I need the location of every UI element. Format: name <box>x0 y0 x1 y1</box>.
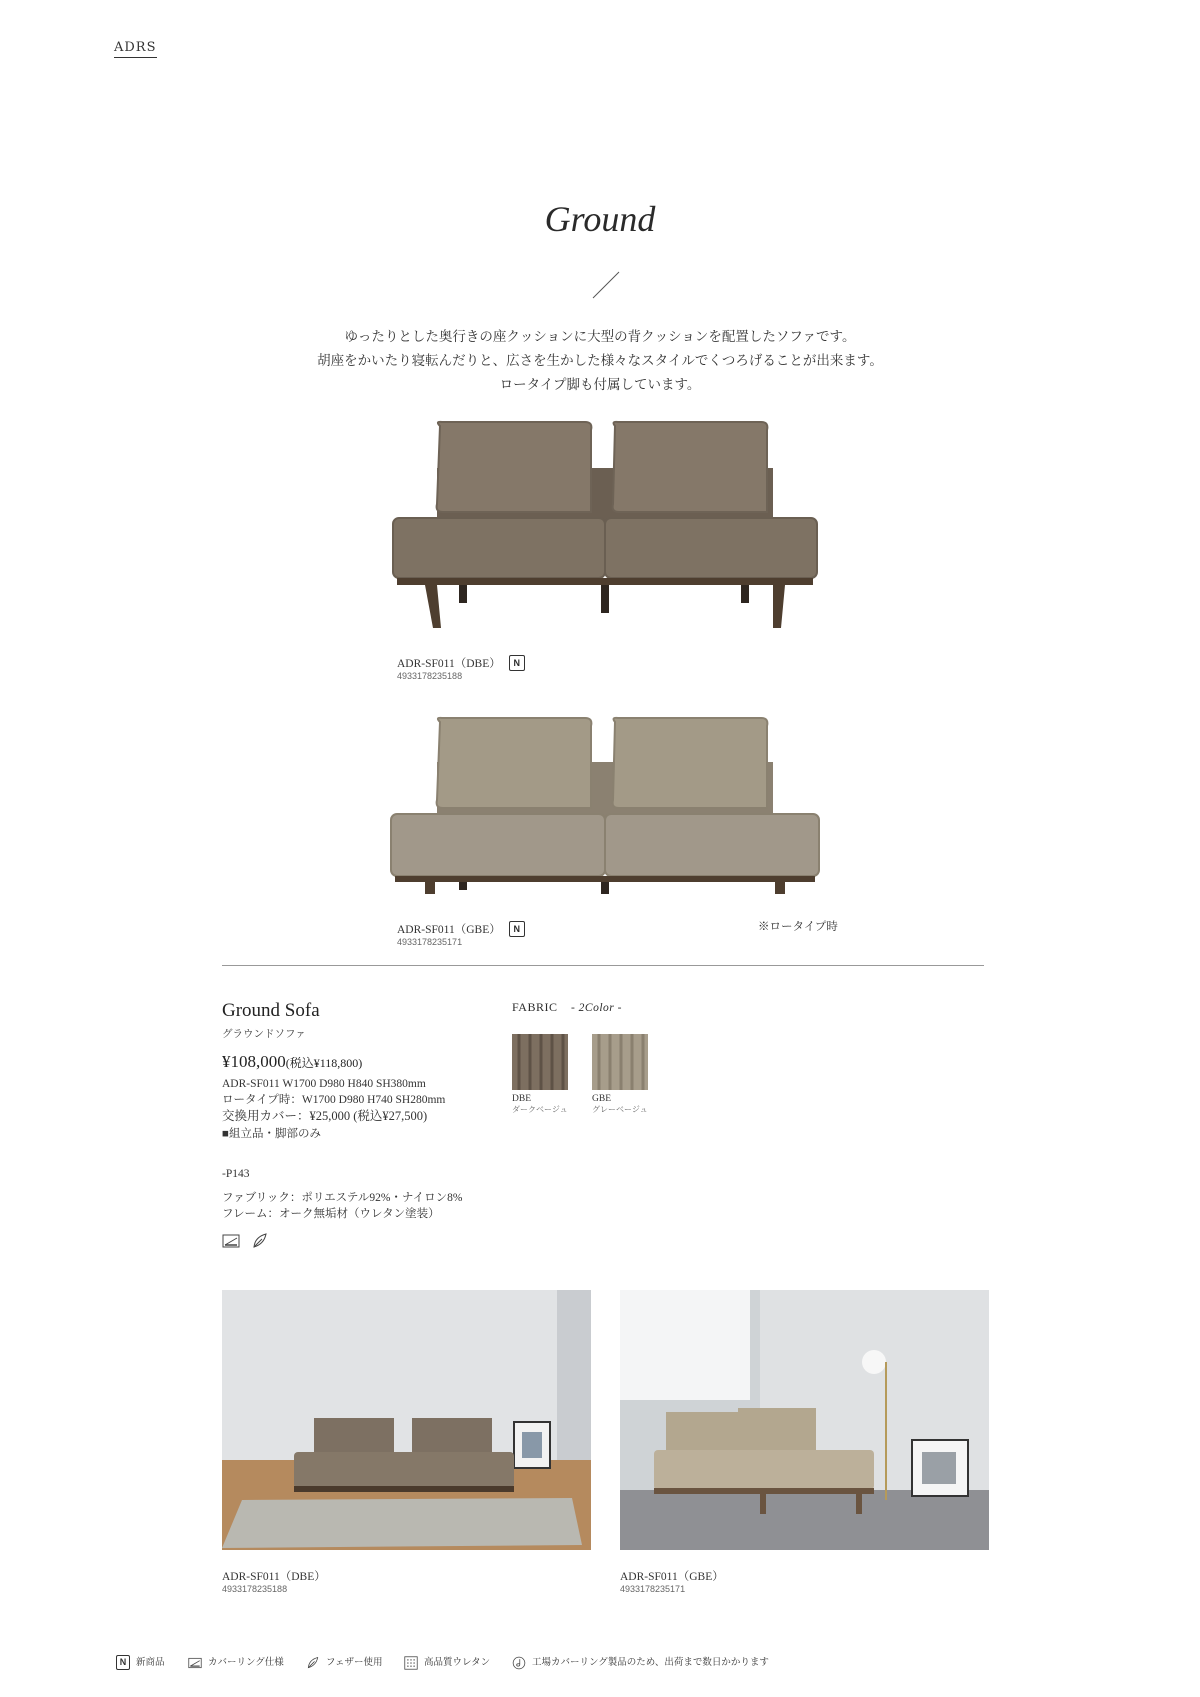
legend-label: 新商品 <box>136 1657 165 1668</box>
legend-new <box>116 1654 165 1670</box>
product-jan: 4933178235188 <box>397 671 463 681</box>
product-code: ADR-SF011（DBE） <box>397 658 501 670</box>
product-label-gbe <box>397 918 525 947</box>
legend-label: 工場カバーリング製品のため、出荷まで数日かかります <box>532 1657 769 1668</box>
intro-line: ゆったりとした奥行きの座クッションに大型の背クッションを配置したソファです。 <box>344 329 856 345</box>
materials-block <box>222 1190 462 1222</box>
swatch-image <box>592 1034 648 1090</box>
product-name: Ground Sofa <box>222 1000 320 1021</box>
legend-label: フェザー使用 <box>326 1657 383 1668</box>
spec-line: ロータイプ時：W1700 D980 H740 SH280mm <box>222 1094 446 1106</box>
swatch-gbe <box>592 1034 648 1115</box>
low-type-note: ※ロータイプ時 <box>758 919 838 933</box>
covering-icon <box>222 1232 240 1250</box>
sofa-image-gbe <box>385 712 825 897</box>
intro-line: 胡座をかいたり寝転んだりと、広さを生かした様々なスタイルでくつろげることが出来ます。 <box>317 353 883 369</box>
new-badge-icon: N <box>509 655 525 671</box>
product-label-dbe <box>397 652 525 681</box>
intro-text <box>0 325 1200 397</box>
legend-urethane <box>404 1654 490 1670</box>
legend-covering <box>188 1654 284 1670</box>
new-icon: N <box>116 1655 130 1670</box>
photo-code: ADR-SF011（GBE） <box>620 1571 724 1583</box>
slash-divider <box>591 270 621 300</box>
room-photo-gbe <box>620 1290 989 1550</box>
page-ref: -P143 <box>222 1168 250 1180</box>
brand-logo: ADRS <box>114 40 157 58</box>
photo-label-gbe <box>620 1568 724 1594</box>
new-badge-icon: N <box>509 921 525 937</box>
product-kana: グラウンドソファ <box>222 1028 306 1040</box>
swatch-code: GBE <box>592 1094 611 1104</box>
photo-jan: 4933178235188 <box>222 1584 288 1594</box>
page-title: Ground <box>544 199 656 239</box>
factory-icon <box>512 1656 526 1670</box>
spec-block <box>222 1076 445 1142</box>
section-divider <box>222 965 984 966</box>
covering-icon <box>188 1656 202 1670</box>
photo-code: ADR-SF011（DBE） <box>222 1571 326 1583</box>
legend-factory <box>512 1654 769 1670</box>
spec-line: ■組立品・脚部のみ <box>222 1128 321 1140</box>
legend-feather <box>306 1654 383 1670</box>
price-tax: (税込¥118,800) <box>285 1056 363 1070</box>
legend-label: 高品質ウレタン <box>424 1657 491 1668</box>
intro-line: ロータイプ脚も付属しています。 <box>499 377 701 393</box>
material-line: ファブリック：ポリエステル92%・ナイロン8% <box>222 1192 463 1204</box>
swatch-image <box>512 1034 568 1090</box>
photo-label-dbe <box>222 1568 326 1594</box>
urethane-icon <box>404 1656 418 1670</box>
material-line: フレーム：オーク無垢材（ウレタン塗装） <box>222 1208 440 1220</box>
fabric-heading <box>512 1000 622 1015</box>
fabric-count: - 2Color - <box>570 1002 622 1014</box>
product-price <box>222 1052 362 1072</box>
swatch-name: ダークベージュ <box>512 1105 568 1114</box>
photo-jan: 4933178235171 <box>620 1584 686 1594</box>
feather-icon <box>251 1232 269 1250</box>
swatch-code: DBE <box>512 1094 531 1104</box>
swatch-dbe <box>512 1034 568 1115</box>
room-photo-dbe <box>222 1290 591 1550</box>
feature-icons <box>222 1232 269 1254</box>
spec-line: ADR-SF011 W1700 D980 H840 SH380mm <box>222 1078 426 1090</box>
swatch-name: グレーベージュ <box>592 1105 648 1114</box>
price-value: ¥108,000 <box>222 1052 286 1071</box>
spec-line: 交換用カバー：¥25,000 (税込¥27,500) <box>222 1109 428 1123</box>
legend-label: カバーリング仕様 <box>208 1657 284 1668</box>
feather-icon <box>306 1656 320 1670</box>
sofa-image-dbe <box>385 418 825 633</box>
fabric-title: FABRIC <box>512 1000 558 1014</box>
product-code: ADR-SF011（GBE） <box>397 924 501 936</box>
product-jan: 4933178235171 <box>397 937 463 947</box>
